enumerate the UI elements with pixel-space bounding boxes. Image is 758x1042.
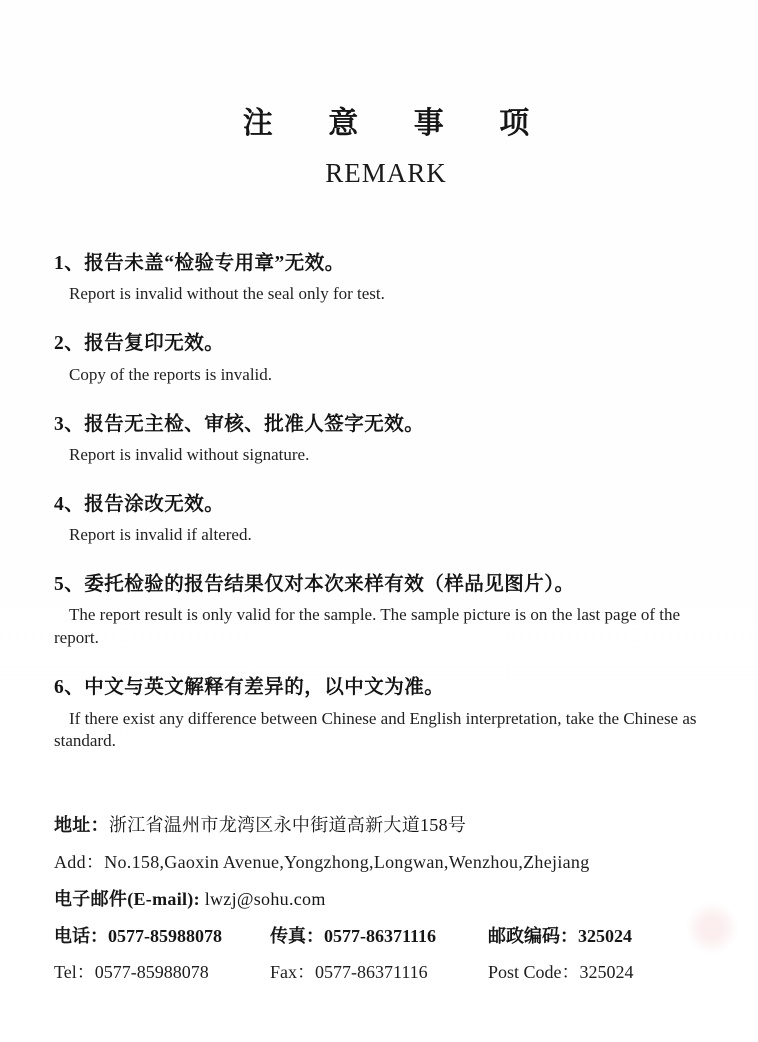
telephone-english <box>54 958 270 984</box>
remark-item-6-chinese: 6、中文与英文解释有差异的，以中文为准。 <box>54 677 445 699</box>
postcode-value-english: 325024 <box>579 962 634 983</box>
email-value: lwzj@sohu.com <box>204 889 326 910</box>
address-label-english: Add： <box>54 852 105 873</box>
phone-grid <box>54 922 718 984</box>
fax-english <box>270 958 488 984</box>
remark-list <box>0 251 758 753</box>
remark-item-1 <box>54 251 712 306</box>
fax-value-chinese: 0577-86371116 <box>324 926 437 947</box>
page-header <box>0 0 758 189</box>
address-line-english <box>54 848 718 874</box>
remark-item-1-chinese: 1、报告未盖“检验专用章”无效。 <box>54 253 345 274</box>
postcode-label-chinese: 邮政编码： <box>488 926 578 947</box>
telephone-label-english: Tel： <box>54 962 95 983</box>
remark-item-3-chinese: 3、报告无主检、审核、批准人签字无效。 <box>54 413 425 435</box>
remark-item-6-english: If there exist any difference between Chinese and English interpretation, take the Chinese as standard. <box>54 708 697 751</box>
remark-item-6 <box>54 675 712 753</box>
contact-block <box>0 811 758 984</box>
remark-item-3 <box>54 412 712 467</box>
fax-label-english: Fax： <box>270 962 315 983</box>
fax-label-chinese: 传真： <box>270 926 324 947</box>
remark-item-5-english: The report result is only valid for the sample. The sample picture is on the last page of the report. <box>54 605 681 648</box>
telephone-label-chinese: 电话： <box>54 926 108 947</box>
remark-item-4-chinese: 4、报告涂改无效。 <box>54 493 225 515</box>
address-value-chinese: 浙江省温州市龙湾区永中街道高新大道158号 <box>108 815 467 836</box>
phone-row-chinese <box>54 922 718 948</box>
telephone-value-chinese: 0577-85988078 <box>108 926 222 947</box>
remark-item-3-english: Report is invalid without signature. <box>69 444 310 464</box>
postcode-english <box>488 958 718 984</box>
remark-item-4 <box>54 492 712 547</box>
email-label: 电子邮件(E-mail): <box>54 889 205 910</box>
remark-item-1-english: Report is invalid without the seal only for test. <box>69 284 385 304</box>
postcode-chinese <box>488 922 718 948</box>
email-line <box>54 885 718 911</box>
fax-chinese <box>270 922 488 948</box>
remark-item-2 <box>54 331 712 386</box>
fax-value-english: 0577-86371116 <box>315 962 428 983</box>
remark-item-2-chinese: 2、报告复印无效。 <box>54 333 225 355</box>
telephone-value-english: 0577-85988078 <box>94 962 209 983</box>
page-title-english: REMARK <box>325 158 447 188</box>
remark-item-2-english: Copy of the reports is invalid. <box>69 364 273 384</box>
postcode-label-english: Post Code： <box>488 962 580 983</box>
phone-row-english <box>54 958 718 984</box>
remark-item-5-chinese: 5、委托检验的报告结果仅对本次来样有效（样品见图片）。 <box>54 574 575 595</box>
remark-item-5 <box>54 572 712 650</box>
address-line-chinese <box>54 811 718 837</box>
remark-item-4-english: Report is invalid if altered. <box>69 525 252 545</box>
address-label-chinese: 地址： <box>54 815 109 836</box>
page-title-chinese: 注 意 事 项 <box>242 107 554 140</box>
address-value-english: No.158,Gaoxin Avenue,Yongzhong,Longwan,Wenzhou,Zhejiang <box>104 852 590 873</box>
postcode-value-chinese: 325024 <box>578 926 632 947</box>
telephone-chinese <box>54 922 270 948</box>
